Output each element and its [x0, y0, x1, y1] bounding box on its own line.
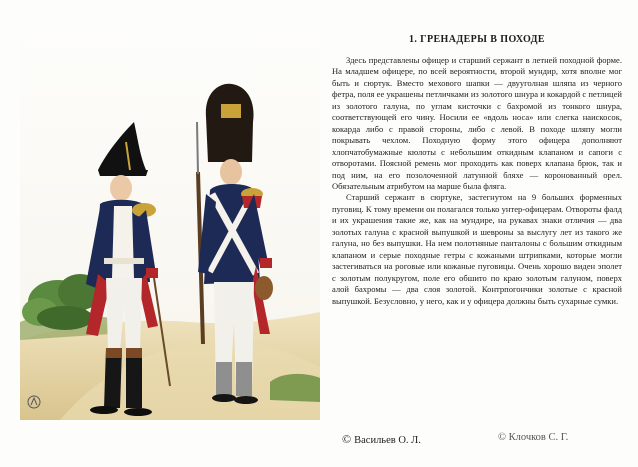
- copyright-symbol: ©: [342, 432, 352, 446]
- publisher-credit: © Клочков С. Г.: [498, 432, 569, 443]
- page-title: 1. ГРЕНАДЕРЫ В ПОХОДЕ: [408, 34, 545, 45]
- paragraph-officer: Здесь представлены офицер и старший сержант в летней походной форме. На младшем офицере, по всей вероятности, второй мундир, хотя вполне мог быть и сюртук. Вместо мехового шапки — двууголная шляпа из черного фетра, поля ее украшены петличками из золотого шнура и кокардой с петлицей из золотого галуна, по углам кисточки с бахромой из тонкого шнура, соответствующей его чину. Носили ее «вдоль носа» или слегка наискосок, кокарда либо с правой стороны, либо с левой. В походе шляпу могли покрывать чехлом. Походную форму этого офицера дополняют хлопчатобумажные кюлоты с небольшим откидным клапаном и сапоги с отворотами. Поясной ремень мог проходить как поверх клапана брюк, так и под ним, на его позолоченной латунной бляхе — коронованный орел. Обязательным атрибутом на марше была фляга.: [332, 55, 622, 191]
- illustration-plate: [20, 22, 320, 420]
- description-column: [332, 34, 622, 307]
- artist-name: Васильев О. Л.: [354, 435, 421, 446]
- grenadiers-illustration: [20, 22, 320, 420]
- paragraph-sergeant: Старший сержант в сюртуке, застегнутом на 9 больших форменных пуговиц. К тому времени он полагался только унтер-офицерам. Отвороты фалд и их украшения такие же, как на мундире, на рукавах знаки отличия — два золотых галуна с красной выпушкой и шевроны за выслугу лет из такого же галуна, но без выпушки. На нем полотняные панталоны с большим откидным клапаном и серые походные гетры с кожаными штрипками, которые могли застегиваться на роговые или кожаные пуговицы. Очень хорошо виден эполет с золотым полукругом, поле его обшито по краю золотым галуном, поверх алой бахромы — два слоя золотой. Контрпогончики золотые с красной выпушкой. Безусловно, у него, как и у офицера должны быть сухарные сумки.: [332, 192, 622, 306]
- artist-credit: [342, 432, 421, 447]
